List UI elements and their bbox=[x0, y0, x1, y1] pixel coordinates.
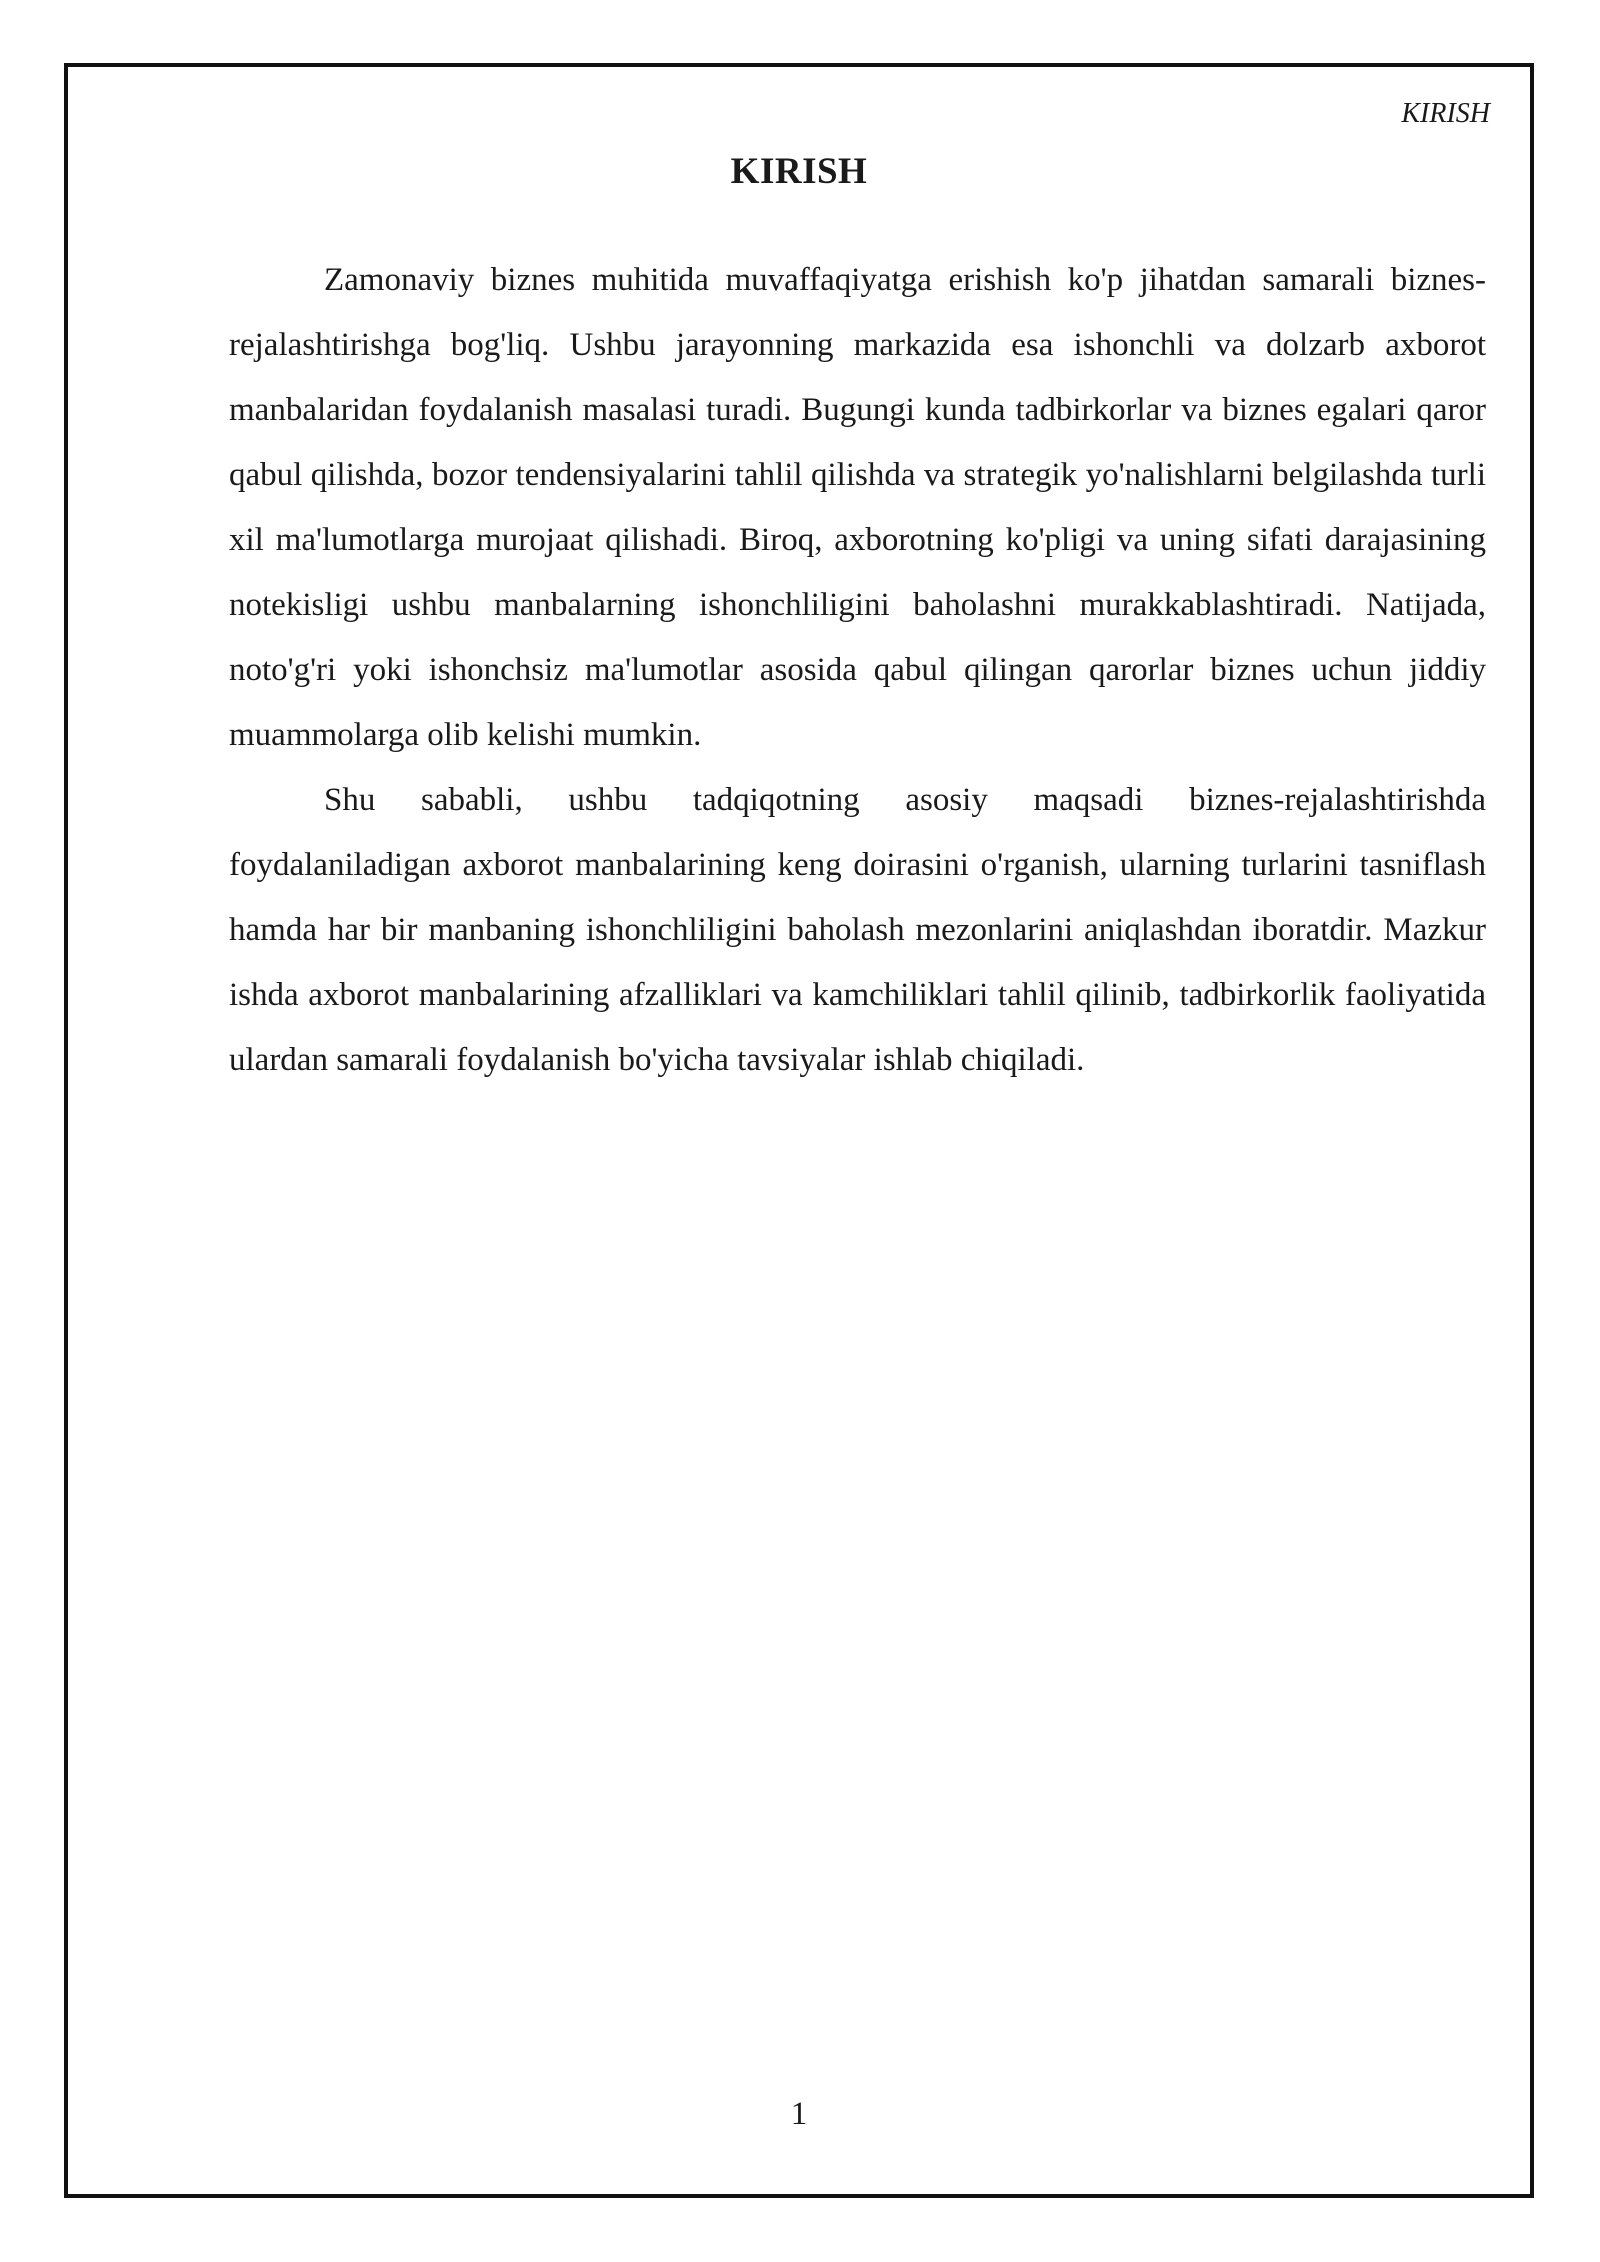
running-header: KIRISH bbox=[1401, 98, 1490, 129]
paragraph-2: Shu sababli, ushbu tadqiqotning asosiy maqsadi biznes-rejalashtirishda foydalaniladigan axborot manbalarining keng doirasini o'rganish, ularning turlarini tasniflash hamda har bir manbaning ishonchliligini baholash mezonlarini aniqlashdan iboratdir. Mazkur ishda axborot manbalarining afzalliklari va kamchiliklari tahlil qilinib, tadbirkorlik faoliyatida ulardan samarali foydalanish bo'yicha tavsiyalar ishlab chiqiladi. bbox=[229, 782, 1486, 1078]
section-title: KIRISH bbox=[730, 151, 868, 192]
paragraph-1: Zamonaviy biznes muhitida muvaffaqiyatga erishish ko'p jihatdan samarali biznes-rejalashtirishga bog'liq. Ushbu jarayonning markazida esa ishonchli va dolzarb axborot manbalaridan foydalanish masalasi turadi. Bugungi kunda tadbirkorlar va biznes egalari qaror qabul qilishda, bozor tendensiyalarini tahlil qilishda va strategik yo'nalishlarni belgilashda turli xil ma'lumotlarga murojaat qilishadi. Biroq, axborotning ko'pligi va uning sifati darajasining notekisligi ushbu manbalarning ishonchliligini baholashni murakkablashtiradi. Natijada, noto'g'ri yoki ishonchsiz ma'lumotlar asosida qabul qilingan qarorlar biznes uchun jiddiy muammolarga olib kelishi mumkin. bbox=[229, 262, 1486, 753]
page-number: 1 bbox=[790, 2096, 808, 2132]
body-text bbox=[229, 248, 1486, 1093]
